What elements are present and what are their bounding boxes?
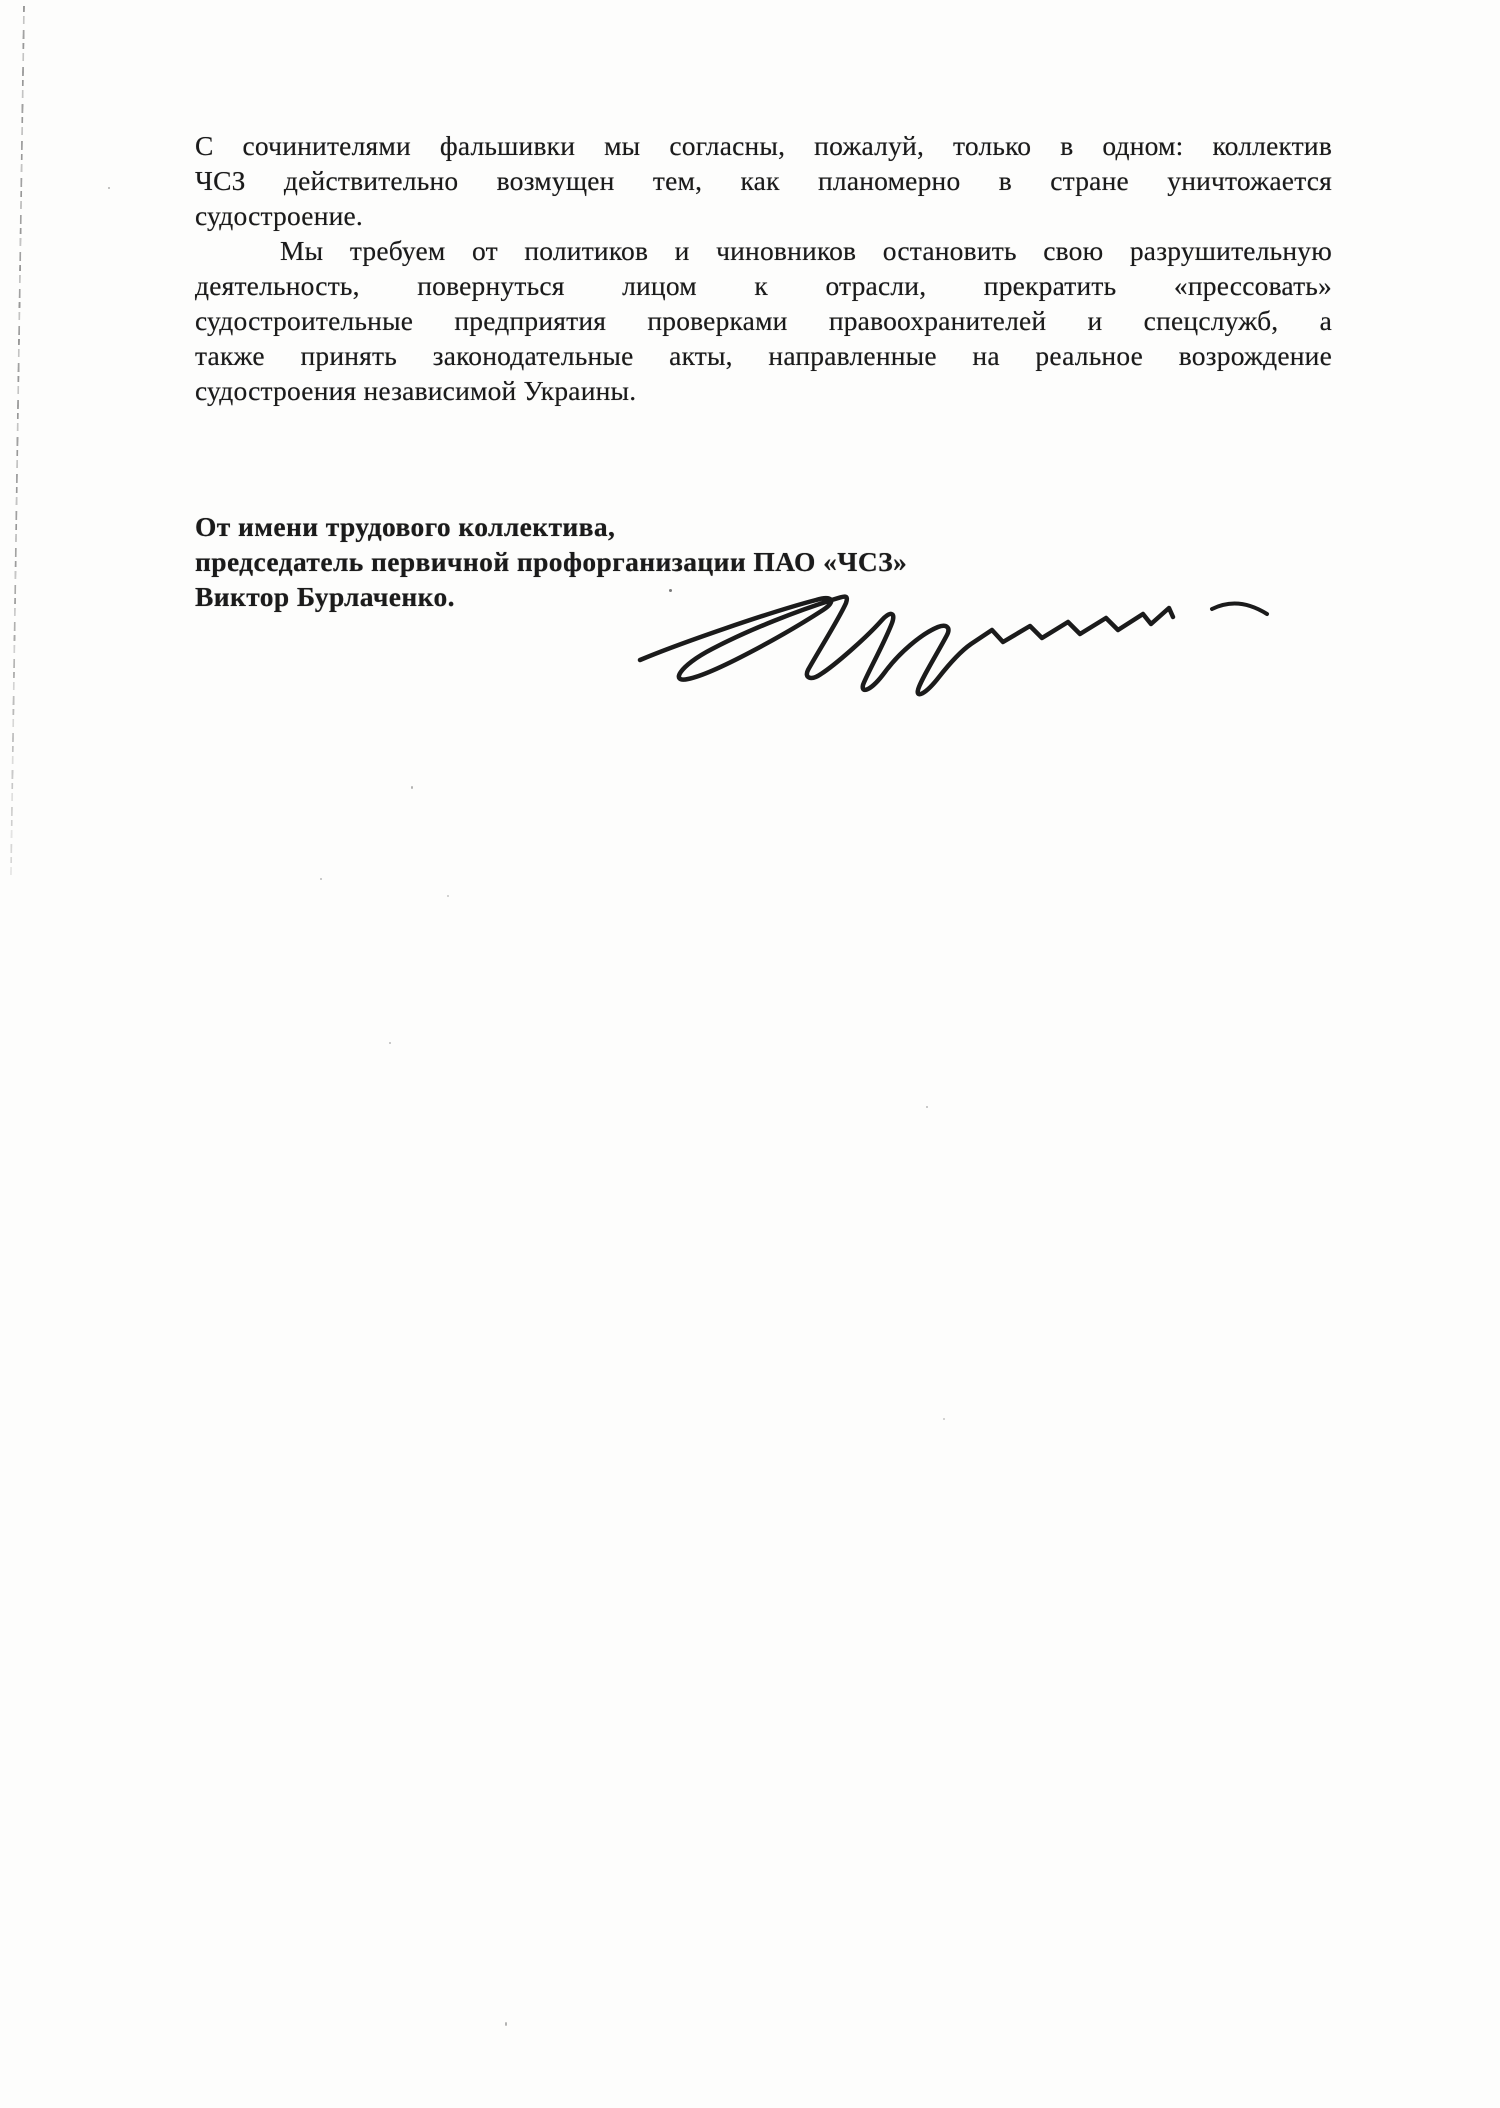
scan-speck [320, 878, 322, 880]
text-line: также принять законодательные акты, направленные на реальное возрождение [195, 340, 1332, 371]
scan-speck [505, 2022, 507, 2026]
scan-speck [669, 589, 672, 592]
text-line: судостроения независимой Украины. [195, 375, 637, 406]
scan-speck [943, 1418, 945, 1420]
text-line: судостроение. [195, 200, 364, 231]
handwritten-signature [618, 550, 1288, 708]
closing-line: От имени трудового коллектива, [195, 511, 616, 542]
text-line: судостроительные предприятия проверками правоохранителей и спецслужб, а [195, 305, 1332, 336]
signature-stroke [640, 597, 1173, 695]
scan-speck [108, 187, 110, 189]
body-text [195, 128, 1332, 408]
scan-speck [411, 786, 413, 789]
signature-dash-stroke [1212, 603, 1267, 614]
closing-line: Виктор Бурлаченко. [195, 581, 455, 612]
text-line: Мы требуем от политиков и чиновников остановить свою разрушительную [280, 235, 1332, 266]
text-line: ЧСЗ действительно возмущен тем, как планомерно в стране уничтожается [195, 165, 1332, 196]
text-line: С сочинителями фальшивки мы согласны, пожалуй, только в одном: коллектив [195, 130, 1332, 161]
text-line: деятельность, повернуться лицом к отрасли, прекратить «прессовать» [195, 270, 1332, 301]
closing-line: председатель первичной профорганизации ПАО «ЧСЗ» [195, 546, 908, 577]
scan-artifact-line [10, 6, 25, 878]
scan-speck [926, 1106, 928, 1108]
scan-speck [389, 1042, 391, 1044]
scan-speck [447, 895, 449, 897]
